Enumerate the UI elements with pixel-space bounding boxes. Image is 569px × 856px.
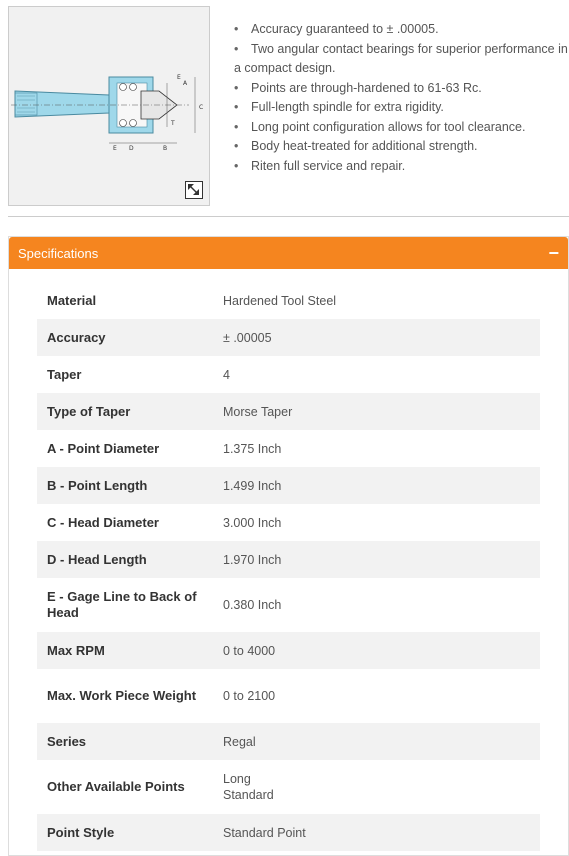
spec-value: Regal — [223, 734, 256, 749]
spec-label: A - Point Diameter — [47, 440, 160, 456]
spec-row — [37, 319, 540, 356]
spec-label: Point Style — [47, 824, 115, 840]
spec-value: Morse Taper — [223, 404, 293, 419]
spec-row — [37, 393, 540, 430]
spec-label: B - Point Length — [47, 477, 148, 493]
spec-label: Material — [47, 292, 97, 308]
specifications-header[interactable] — [9, 237, 568, 269]
spec-row — [37, 669, 540, 723]
spec-value: 0 to 4000 — [223, 643, 276, 658]
spec-label: Max RPM — [47, 642, 105, 658]
spec-row — [37, 632, 540, 669]
dim-label-e-bottom: E — [113, 145, 117, 152]
feature-item: • Body heat-treated for additional strength. — [234, 137, 569, 157]
spec-label: Other Available Points — [47, 779, 185, 794]
feature-item: • Full-length spindle for extra rigidity. — [234, 98, 569, 118]
spec-value: 1.970 Inch — [223, 552, 282, 567]
spec-value: 0.380 Inch — [223, 598, 282, 612]
dim-label-c: C — [199, 104, 204, 111]
spec-value: 4 — [223, 367, 230, 382]
feature-list — [234, 20, 569, 176]
live-center-diagram — [9, 63, 209, 155]
expand-icon — [186, 182, 201, 197]
spec-label: Max. Work Piece Weight — [47, 688, 197, 703]
spec-value: Standard Point — [223, 825, 306, 840]
spec-value: ± .00005 — [223, 330, 272, 345]
specifications-panel — [8, 236, 569, 856]
spec-row — [37, 467, 540, 504]
spec-row — [37, 541, 540, 578]
spec-row — [37, 578, 540, 632]
expand-image-button[interactable] — [185, 181, 203, 199]
dim-label-b: B — [163, 145, 168, 152]
dim-label-a: A — [183, 80, 188, 87]
spec-value: 1.499 Inch — [223, 478, 282, 493]
spec-row — [37, 723, 540, 760]
specifications-title: Specifications — [18, 245, 99, 261]
spec-label: C - Head Diameter — [47, 514, 159, 530]
product-image[interactable] — [8, 6, 210, 206]
specifications-table — [37, 282, 540, 851]
dim-label-d: D — [129, 145, 134, 152]
feature-item: • Points are through-hardened to 61-63 Rc. — [234, 79, 569, 99]
spec-row — [37, 760, 540, 814]
spec-value: 0 to 2100 — [223, 689, 276, 703]
spec-value: Long Standard — [223, 772, 274, 802]
dim-label-t: T — [171, 120, 175, 127]
spec-value: 3.000 Inch — [223, 515, 282, 530]
spec-value: Hardened Tool Steel — [223, 293, 337, 308]
spec-label: Accuracy — [47, 329, 106, 345]
feature-item: • Long point configuration allows for tool clearance. — [234, 118, 569, 138]
collapse-icon[interactable]: − — [548, 243, 559, 263]
spec-label: Taper — [47, 366, 82, 382]
spec-row — [37, 356, 540, 393]
spec-label: Series — [47, 733, 87, 749]
spec-row — [37, 282, 540, 319]
spec-label: Type of Taper — [47, 403, 131, 419]
dim-label-e-top: E — [177, 74, 181, 81]
spec-row — [37, 430, 540, 467]
spec-row — [37, 504, 540, 541]
feature-item: • Riten full service and repair. — [234, 157, 569, 177]
section-divider — [8, 216, 569, 217]
feature-item: • Accuracy guaranteed to ± .00005. — [234, 20, 569, 40]
spec-label: D - Head Length — [47, 551, 147, 567]
feature-item: • Two angular contact bearings for superior performance in a compact design. — [234, 40, 569, 79]
spec-label: E - Gage Line to Back of Head — [47, 589, 197, 620]
spec-row — [37, 814, 540, 851]
spec-value: 1.375 Inch — [223, 441, 282, 456]
